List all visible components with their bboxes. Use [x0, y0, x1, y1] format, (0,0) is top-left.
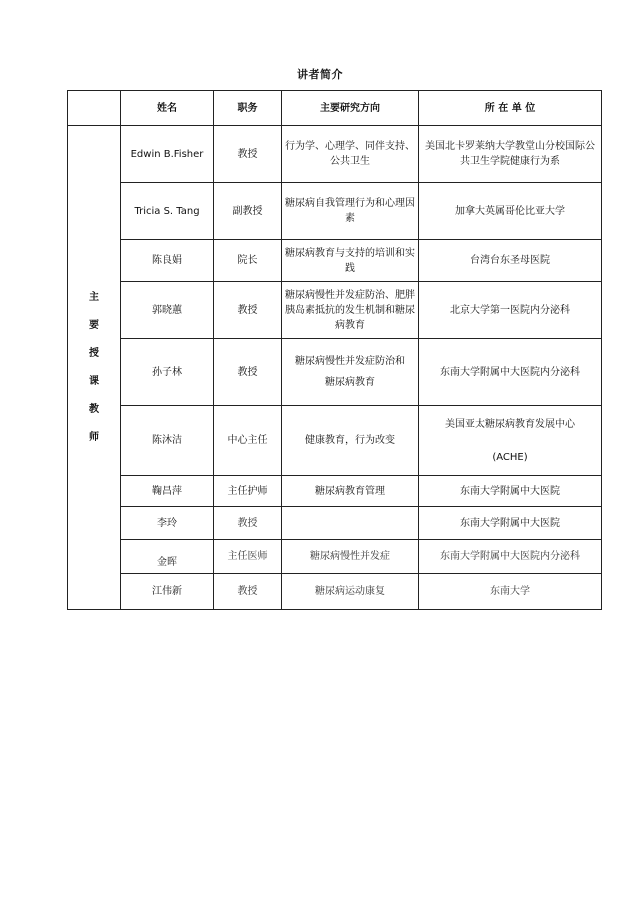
- table-row: [68, 406, 602, 476]
- cell-title: 主任医师: [214, 540, 282, 574]
- table-row: [68, 507, 602, 540]
- table-row: [68, 476, 602, 507]
- cell-research: 糖尿病自我管理行为和心理因素: [282, 183, 419, 240]
- cell-research-line: 糖尿病慢性并发症防治和: [295, 356, 405, 367]
- cell-name: 陈沐洁: [121, 406, 214, 476]
- cell-title: 院长: [214, 240, 282, 282]
- cell-title: 教授: [214, 339, 282, 406]
- cell-name: 陈良娟: [121, 240, 214, 282]
- cell-research: [282, 339, 419, 406]
- lecturer-table: [67, 90, 602, 610]
- cell-name: 李玲: [121, 507, 214, 540]
- cell-research: 糖尿病运动康复: [282, 574, 419, 610]
- group-label-char: 师: [89, 431, 99, 443]
- header-title: 职务: [214, 91, 282, 126]
- cell-name: 金晖: [121, 540, 214, 574]
- header-unit: 所 在 单 位: [419, 91, 602, 126]
- cell-research: 糖尿病教育管理: [282, 476, 419, 507]
- cell-unit: 东南大学附属中大医院内分泌科: [419, 540, 602, 574]
- header-research: 主要研究方向: [282, 91, 419, 126]
- cell-unit: 加拿大英属哥伦比亚大学: [419, 183, 602, 240]
- cell-name: 郭晓蕙: [121, 282, 214, 339]
- cell-research: 糖尿病教育与支持的培训和实践: [282, 240, 419, 282]
- cell-title: 教授: [214, 282, 282, 339]
- group-label-char: 主: [89, 291, 99, 303]
- cell-research: 糖尿病慢性并发症防治、肥胖胰岛素抵抗的发生机制和糖尿病教育: [282, 282, 419, 339]
- cell-unit: 台湾台东圣母医院: [419, 240, 602, 282]
- table-row: [68, 240, 602, 282]
- cell-unit: 东南大学: [419, 574, 602, 610]
- cell-title: 教授: [214, 574, 282, 610]
- header-name: 姓名: [121, 91, 214, 126]
- cell-title: 教授: [214, 507, 282, 540]
- group-label-char: 教: [89, 403, 99, 415]
- table-row: [68, 282, 602, 339]
- header-blank: [68, 91, 121, 126]
- cell-unit: 东南大学附属中大医院: [419, 507, 602, 540]
- table-row: [68, 574, 602, 610]
- cell-name: Edwin B.Fisher: [121, 126, 214, 183]
- table-header-row: [68, 91, 602, 126]
- group-label-char: 要: [89, 319, 99, 331]
- page-title: 讲者简介: [297, 68, 343, 81]
- cell-research: 行为学、心理学、同伴支持、公共卫生: [282, 126, 419, 183]
- table-row: [68, 126, 602, 183]
- cell-name: Tricia S. Tang: [121, 183, 214, 240]
- cell-title: 教授: [214, 126, 282, 183]
- cell-research: 健康教育，行为改变: [282, 406, 419, 476]
- cell-unit: 美国北卡罗莱纳大学教堂山分校国际公共卫生学院健康行为系: [419, 126, 602, 183]
- cell-name: 鞠昌萍: [121, 476, 214, 507]
- cell-name: 江伟新: [121, 574, 214, 610]
- cell-unit: [419, 406, 602, 476]
- cell-unit: 东南大学附属中大医院: [419, 476, 602, 507]
- cell-unit: 北京大学第一医院内分泌科: [419, 282, 602, 339]
- cell-unit: 东南大学附属中大医院内分泌科: [419, 339, 602, 406]
- group-label-char: 授: [89, 347, 99, 359]
- cell-title: 副教授: [214, 183, 282, 240]
- table-row: [68, 540, 602, 574]
- group-label-char: 课: [89, 375, 99, 387]
- table-row: [68, 339, 602, 406]
- cell-unit-line: 美国亚太糖尿病教育发展中心: [445, 418, 575, 430]
- cell-research-line: 糖尿病教育: [325, 377, 375, 388]
- cell-research: [282, 507, 419, 540]
- cell-title: 主任护师: [214, 476, 282, 507]
- cell-title: 中心主任: [214, 406, 282, 476]
- cell-research: 糖尿病慢性并发症: [282, 540, 419, 574]
- table-row: [68, 183, 602, 240]
- cell-unit-line: (ACHE): [492, 451, 528, 463]
- cell-name: 孙子林: [121, 339, 214, 406]
- group-label: [68, 126, 121, 610]
